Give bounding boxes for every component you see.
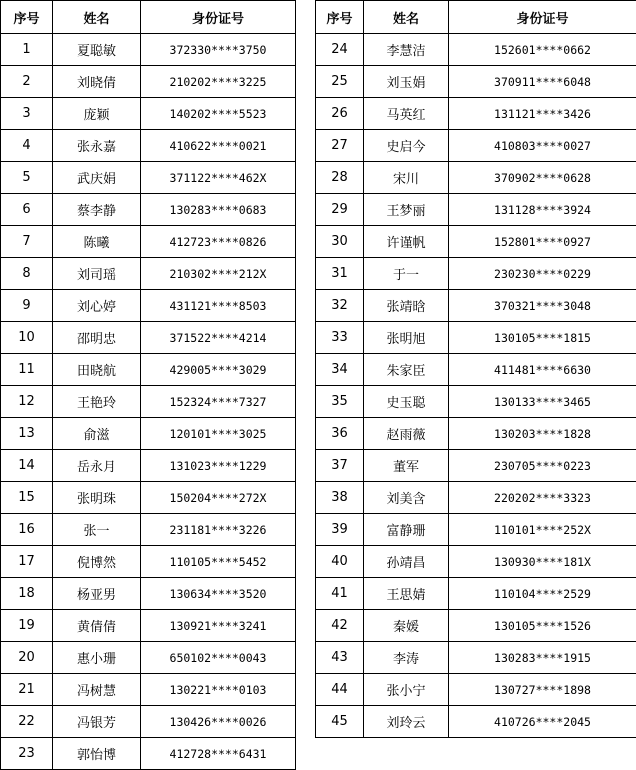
table-row <box>1 258 296 290</box>
row-seq: 12 <box>1 386 53 418</box>
row-id-number: 370911****6048 <box>449 66 636 98</box>
row-seq: 1 <box>1 34 53 66</box>
row-name: 张明珠 <box>53 482 141 514</box>
row-name: 蔡李静 <box>53 194 141 226</box>
table-row <box>1 738 296 770</box>
table-row <box>316 514 636 546</box>
row-seq: 9 <box>1 290 53 322</box>
row-name: 庞颖 <box>53 98 141 130</box>
row-seq: 4 <box>1 130 53 162</box>
row-name: 张靖晗 <box>364 290 449 322</box>
row-id-number: 431121****8503 <box>141 290 296 322</box>
table-row <box>1 578 296 610</box>
table-row <box>1 34 296 66</box>
table-row <box>1 610 296 642</box>
table-row <box>1 194 296 226</box>
table-row <box>1 674 296 706</box>
row-name: 张明旭 <box>364 322 449 354</box>
table-row <box>316 226 636 258</box>
header-name: 姓名 <box>53 1 141 34</box>
row-id-number: 230705****0223 <box>449 450 636 482</box>
header-id: 身份证号 <box>449 1 636 34</box>
row-id-number: 140202****5523 <box>141 98 296 130</box>
row-id-number: 152324****7327 <box>141 386 296 418</box>
row-name: 朱家臣 <box>364 354 449 386</box>
row-seq: 30 <box>316 226 364 258</box>
table-row <box>316 258 636 290</box>
table-row <box>316 482 636 514</box>
row-seq: 38 <box>316 482 364 514</box>
table-row <box>316 66 636 98</box>
row-id-number: 152801****0927 <box>449 226 636 258</box>
table-row <box>1 418 296 450</box>
table-row <box>316 642 636 674</box>
table-row <box>1 130 296 162</box>
row-name: 王梦丽 <box>364 194 449 226</box>
table-row <box>1 482 296 514</box>
row-id-number: 131023****1229 <box>141 450 296 482</box>
row-id-number: 130283****0683 <box>141 194 296 226</box>
row-name: 郭怡博 <box>53 738 141 770</box>
row-seq: 39 <box>316 514 364 546</box>
row-seq: 31 <box>316 258 364 290</box>
row-seq: 6 <box>1 194 53 226</box>
table-row <box>316 578 636 610</box>
row-name: 赵雨薇 <box>364 418 449 450</box>
row-name: 董军 <box>364 450 449 482</box>
row-name: 田晓航 <box>53 354 141 386</box>
row-seq: 32 <box>316 290 364 322</box>
row-id-number: 429005****3029 <box>141 354 296 386</box>
row-id-number: 150204****272X <box>141 482 296 514</box>
table-row <box>316 386 636 418</box>
row-name: 冯银芳 <box>53 706 141 738</box>
row-name: 孙靖昌 <box>364 546 449 578</box>
row-seq: 18 <box>1 578 53 610</box>
row-seq: 19 <box>1 610 53 642</box>
row-name: 刘晓倩 <box>53 66 141 98</box>
row-name: 王思婧 <box>364 578 449 610</box>
row-seq: 33 <box>316 322 364 354</box>
row-id-number: 412728****6431 <box>141 738 296 770</box>
table-row <box>316 546 636 578</box>
table-row <box>1 322 296 354</box>
row-id-number: 371122****462X <box>141 162 296 194</box>
row-name: 于一 <box>364 258 449 290</box>
row-name: 杨亚男 <box>53 578 141 610</box>
row-name: 夏聪敏 <box>53 34 141 66</box>
row-seq: 21 <box>1 674 53 706</box>
row-seq: 8 <box>1 258 53 290</box>
table-row <box>316 674 636 706</box>
row-id-number: 130634****3520 <box>141 578 296 610</box>
row-id-number: 130105****1815 <box>449 322 636 354</box>
table-row <box>1 162 296 194</box>
header-seq: 序号 <box>316 1 364 34</box>
row-name: 富静珊 <box>364 514 449 546</box>
roster-table-right <box>315 0 636 738</box>
row-id-number: 412723****0826 <box>141 226 296 258</box>
row-name: 武庆娟 <box>53 162 141 194</box>
row-seq: 24 <box>316 34 364 66</box>
row-name: 倪博然 <box>53 546 141 578</box>
table-row <box>316 130 636 162</box>
row-name: 刘玉娟 <box>364 66 449 98</box>
row-id-number: 370321****3048 <box>449 290 636 322</box>
header-name: 姓名 <box>364 1 449 34</box>
row-id-number: 210302****212X <box>141 258 296 290</box>
row-seq: 16 <box>1 514 53 546</box>
row-name: 黄倩倩 <box>53 610 141 642</box>
row-seq: 44 <box>316 674 364 706</box>
row-id-number: 152601****0662 <box>449 34 636 66</box>
row-seq: 26 <box>316 98 364 130</box>
table-row <box>1 290 296 322</box>
row-name: 刘美含 <box>364 482 449 514</box>
row-name: 李涛 <box>364 642 449 674</box>
row-seq: 28 <box>316 162 364 194</box>
row-id-number: 130921****3241 <box>141 610 296 642</box>
row-seq: 14 <box>1 450 53 482</box>
row-seq: 25 <box>316 66 364 98</box>
header-row <box>316 1 636 34</box>
table-row <box>316 162 636 194</box>
row-name: 刘司瑶 <box>53 258 141 290</box>
row-name: 岳永月 <box>53 450 141 482</box>
row-name: 许谨帆 <box>364 226 449 258</box>
header-seq: 序号 <box>1 1 53 34</box>
row-id-number: 410726****2045 <box>449 706 636 738</box>
row-name: 马英红 <box>364 98 449 130</box>
row-id-number: 130133****3465 <box>449 386 636 418</box>
row-seq: 40 <box>316 546 364 578</box>
row-seq: 43 <box>316 642 364 674</box>
table-row <box>1 450 296 482</box>
row-name: 史启今 <box>364 130 449 162</box>
row-seq: 27 <box>316 130 364 162</box>
table-row <box>316 706 636 738</box>
row-id-number: 130727****1898 <box>449 674 636 706</box>
row-seq: 15 <box>1 482 53 514</box>
table-row <box>316 290 636 322</box>
row-seq: 37 <box>316 450 364 482</box>
table-row <box>316 322 636 354</box>
row-seq: 3 <box>1 98 53 130</box>
row-seq: 41 <box>316 578 364 610</box>
row-name: 陈曦 <box>53 226 141 258</box>
row-seq: 23 <box>1 738 53 770</box>
table-row <box>316 418 636 450</box>
table-row <box>316 194 636 226</box>
row-seq: 22 <box>1 706 53 738</box>
row-seq: 36 <box>316 418 364 450</box>
row-id-number: 650102****0043 <box>141 642 296 674</box>
row-id-number: 130203****1828 <box>449 418 636 450</box>
header-row <box>1 1 296 34</box>
row-seq: 13 <box>1 418 53 450</box>
row-name: 宋川 <box>364 162 449 194</box>
row-name: 史玉聪 <box>364 386 449 418</box>
row-id-number: 131121****3426 <box>449 98 636 130</box>
row-id-number: 231181****3226 <box>141 514 296 546</box>
row-seq: 42 <box>316 610 364 642</box>
row-id-number: 130283****1915 <box>449 642 636 674</box>
table-row <box>1 546 296 578</box>
row-seq: 45 <box>316 706 364 738</box>
row-id-number: 230230****0229 <box>449 258 636 290</box>
row-seq: 10 <box>1 322 53 354</box>
table-row <box>1 642 296 674</box>
row-id-number: 370902****0628 <box>449 162 636 194</box>
row-id-number: 110105****5452 <box>141 546 296 578</box>
row-id-number: 130930****181X <box>449 546 636 578</box>
table-row <box>316 98 636 130</box>
row-id-number: 210202****3225 <box>141 66 296 98</box>
row-name: 冯树慧 <box>53 674 141 706</box>
row-id-number: 110104****2529 <box>449 578 636 610</box>
table-row <box>316 34 636 66</box>
row-id-number: 130426****0026 <box>141 706 296 738</box>
row-id-number: 131128****3924 <box>449 194 636 226</box>
row-seq: 35 <box>316 386 364 418</box>
row-name: 刘心婷 <box>53 290 141 322</box>
row-id-number: 220202****3323 <box>449 482 636 514</box>
table-row <box>1 514 296 546</box>
row-seq: 2 <box>1 66 53 98</box>
row-seq: 17 <box>1 546 53 578</box>
row-id-number: 411481****6630 <box>449 354 636 386</box>
row-id-number: 120101****3025 <box>141 418 296 450</box>
table-row <box>1 706 296 738</box>
row-name: 惠小珊 <box>53 642 141 674</box>
row-name: 刘玲云 <box>364 706 449 738</box>
row-name: 李慧洁 <box>364 34 449 66</box>
table-row <box>316 354 636 386</box>
row-id-number: 372330****3750 <box>141 34 296 66</box>
row-seq: 5 <box>1 162 53 194</box>
row-name: 邵明忠 <box>53 322 141 354</box>
table-row <box>316 610 636 642</box>
row-id-number: 410622****0021 <box>141 130 296 162</box>
table-row <box>1 354 296 386</box>
table-row <box>1 66 296 98</box>
row-name: 俞滋 <box>53 418 141 450</box>
table-row <box>316 450 636 482</box>
row-name: 秦媛 <box>364 610 449 642</box>
row-seq: 34 <box>316 354 364 386</box>
row-id-number: 130221****0103 <box>141 674 296 706</box>
row-id-number: 371522****4214 <box>141 322 296 354</box>
row-seq: 20 <box>1 642 53 674</box>
row-name: 张永嘉 <box>53 130 141 162</box>
table-row <box>1 386 296 418</box>
row-id-number: 130105****1526 <box>449 610 636 642</box>
row-id-number: 110101****252X <box>449 514 636 546</box>
row-name: 王艳玲 <box>53 386 141 418</box>
row-id-number: 410803****0027 <box>449 130 636 162</box>
roster-table-left <box>0 0 296 770</box>
row-name: 张小宁 <box>364 674 449 706</box>
row-seq: 29 <box>316 194 364 226</box>
row-seq: 11 <box>1 354 53 386</box>
row-seq: 7 <box>1 226 53 258</box>
table-row <box>1 98 296 130</box>
table-row <box>1 226 296 258</box>
row-name: 张一 <box>53 514 141 546</box>
header-id: 身份证号 <box>141 1 296 34</box>
